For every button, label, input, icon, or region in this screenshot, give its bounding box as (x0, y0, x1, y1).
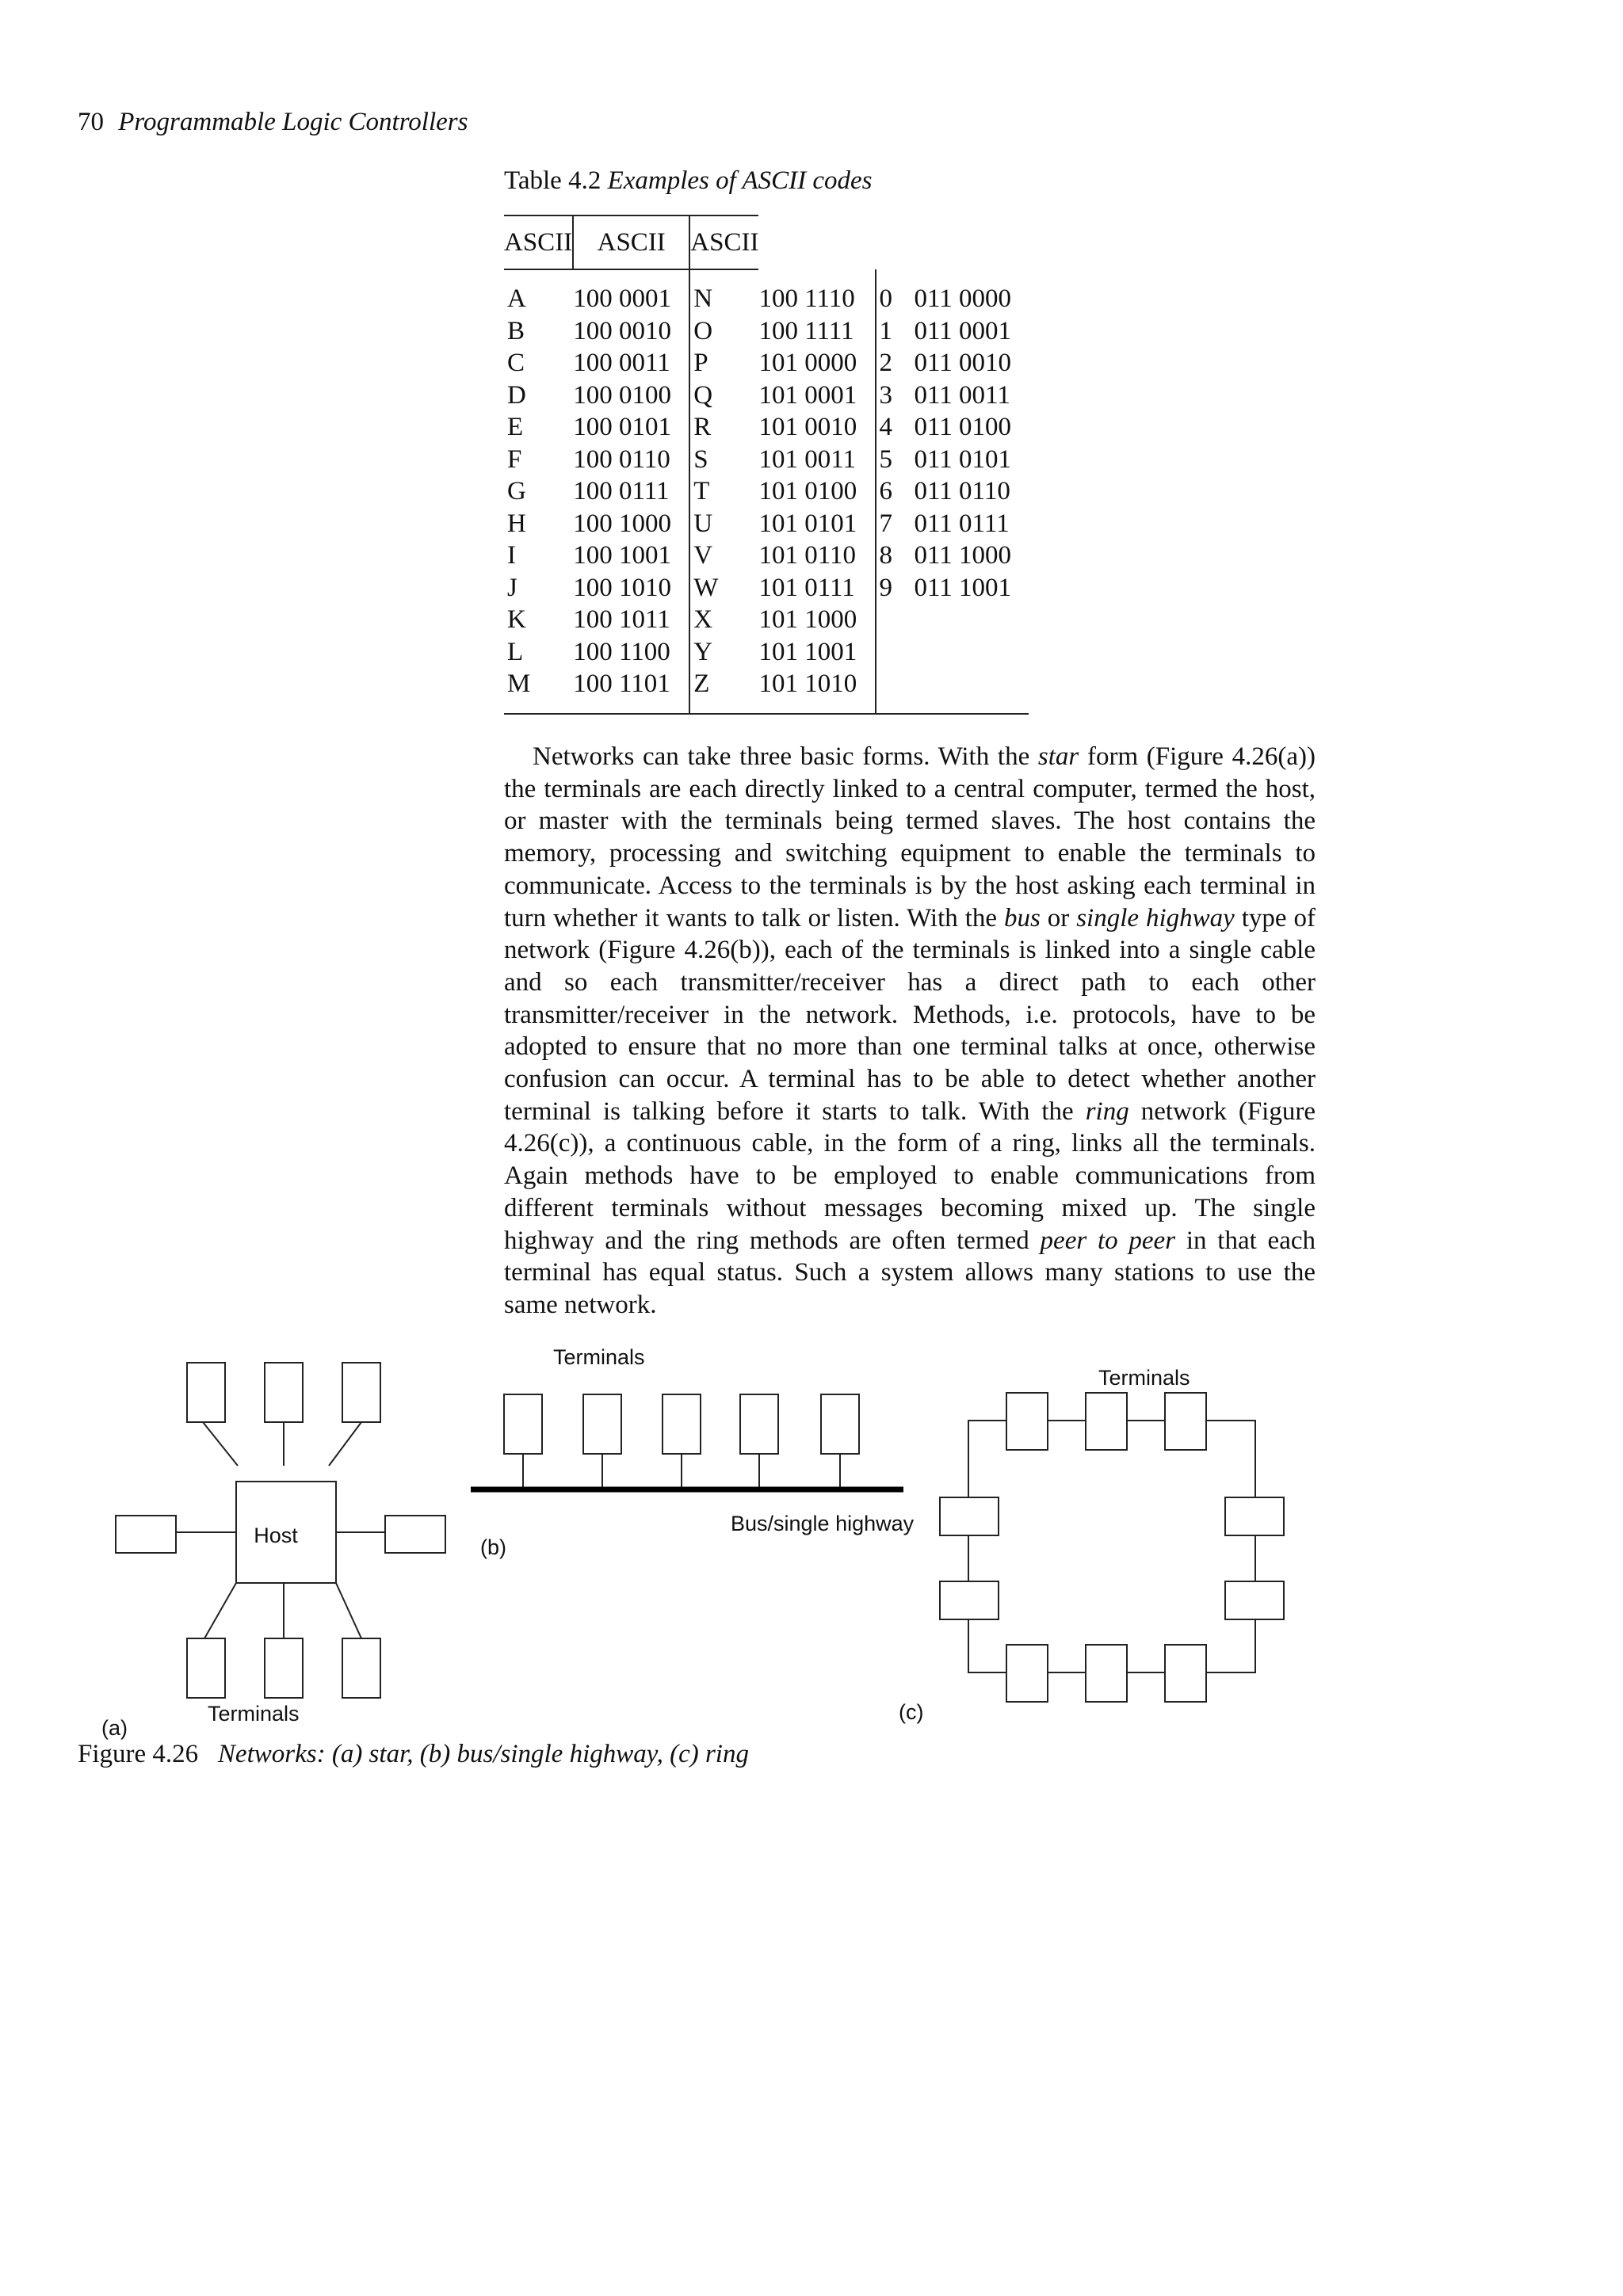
running-header (78, 108, 468, 137)
terminal-box (1086, 1645, 1127, 1702)
table-row (504, 540, 1029, 572)
code-cell: 011 1001 (914, 573, 1012, 602)
char-cell: L (507, 637, 524, 666)
char-cell: W (689, 572, 758, 605)
code-cell: 101 0001 (758, 380, 857, 410)
char-cell: Q (689, 379, 758, 412)
code-cell (915, 636, 1029, 669)
link-line (329, 1422, 361, 1466)
figure-caption-text: Networks: (a) star, (b) bus/single highway, (c) ring (217, 1740, 749, 1768)
panel-label-a: (a) (101, 1716, 128, 1740)
code-cell: 100 1111 (758, 316, 854, 345)
char-cell: 1 (876, 315, 915, 348)
code-cell: 100 0011 (573, 349, 670, 377)
code-cell: 011 0010 (914, 349, 1012, 377)
book-title: Programmable Logic Controllers (118, 108, 468, 136)
code-cell: 100 1100 (573, 637, 670, 666)
char-cell (876, 636, 915, 669)
code-cell: 011 0110 (914, 477, 1010, 505)
code-cell: 101 0010 (758, 413, 857, 441)
char-cell: Z (689, 668, 758, 714)
terminal-box (583, 1394, 621, 1454)
code-cell (915, 668, 1029, 714)
char-cell: A (507, 284, 526, 313)
terminal-box (116, 1516, 176, 1553)
panel-label-b: (b) (480, 1535, 506, 1559)
bus-network (471, 1345, 915, 1559)
code-cell: 100 0100 (573, 380, 671, 410)
terminal-box (1006, 1645, 1048, 1702)
table-row (504, 411, 1029, 444)
emphasis-single-highway: single highway (1076, 903, 1235, 933)
char-cell: 8 (876, 540, 915, 572)
table-row (504, 636, 1029, 669)
code-cell: 101 0000 (758, 349, 857, 377)
terminal-box (1165, 1393, 1206, 1450)
ring-network (899, 1366, 1284, 1724)
terminal-box (1165, 1645, 1206, 1702)
paragraph-text: in that each terminal has equal status. Such a system allows many stations to use the same network. (504, 1226, 1316, 1319)
star-network (101, 1363, 445, 1740)
code-cell: 100 0111 (573, 477, 670, 505)
code-cell: 011 0001 (914, 316, 1012, 345)
char-cell: E (507, 413, 524, 441)
char-cell: T (689, 475, 758, 508)
terminal-box (1225, 1497, 1284, 1535)
char-cell (876, 604, 915, 636)
table-row (504, 347, 1029, 379)
terminal-box (663, 1394, 701, 1454)
emphasis-star: star (1037, 742, 1079, 771)
figure-label: Figure 4.26 (78, 1740, 199, 1768)
code-cell: 011 0111 (914, 509, 1010, 538)
table-row (504, 572, 1029, 605)
terminal-box (940, 1581, 999, 1619)
paragraph-text: network (Figure 4.26(c)), a continuous cable, in the form of a ring, links all the terminals. Again methods have to be employed to enable communications from different terminals without messages becoming mixed up. The single highway and the ring methods are often termed (504, 1097, 1316, 1255)
terminals-label: Terminals (1098, 1366, 1190, 1390)
char-cell: K (507, 605, 526, 634)
char-cell: F (507, 444, 522, 474)
char-cell: 5 (876, 444, 915, 476)
column-header: ASCII (689, 215, 758, 269)
table-title: Examples of ASCII codes (607, 166, 873, 195)
link-line (204, 1583, 236, 1638)
emphasis-ring: ring (1085, 1097, 1129, 1126)
char-cell: 3 (876, 379, 915, 412)
code-cell: 011 0101 (914, 444, 1012, 474)
link-line (203, 1422, 238, 1466)
code-cell: 100 0101 (573, 413, 671, 441)
table-row (504, 379, 1029, 412)
char-cell: 2 (876, 347, 915, 379)
table-row (504, 604, 1029, 636)
char-cell: D (507, 380, 526, 410)
code-cell: 100 1110 (758, 284, 855, 313)
table-row (504, 315, 1029, 348)
code-cell: 100 0110 (573, 444, 670, 474)
code-cell (915, 604, 1029, 636)
code-cell: 100 1101 (573, 668, 689, 714)
code-cell: 100 1000 (573, 509, 671, 538)
char-cell: 0 (876, 269, 915, 315)
char-cell: B (507, 316, 525, 345)
char-cell: M (504, 668, 573, 714)
terminal-box (342, 1363, 380, 1422)
ascii-table (504, 215, 1029, 715)
char-cell: U (689, 508, 758, 540)
code-cell: 101 1001 (758, 637, 857, 666)
paragraph-text: Networks can take three basic forms. With the (533, 742, 1038, 771)
paragraph-text: or (1040, 903, 1077, 933)
table-row (504, 508, 1029, 540)
char-cell: 6 (876, 475, 915, 508)
char-cell: 4 (876, 411, 915, 444)
code-cell: 101 0100 (758, 477, 857, 505)
table-row (504, 444, 1029, 476)
terminals-label: Terminals (553, 1345, 645, 1369)
emphasis-bus: bus (1003, 903, 1041, 933)
code-cell: 011 1000 (914, 541, 1012, 570)
code-cell: 011 0100 (914, 413, 1012, 441)
char-cell: 9 (876, 572, 915, 605)
code-cell: 101 0111 (758, 573, 855, 602)
code-cell: 101 1000 (758, 605, 857, 634)
column-header: ASCII (504, 215, 573, 269)
paragraph-text: form (Figure 4.26(a)) the terminals are each directly linked to a central computer, termed the host, or master with the terminals being termed slaves. The host contains the memory, processing and switching equipment to enable the terminals to communicate. Access to the terminals is by the host asking each terminal in turn whether it wants to talk or listen. With the (504, 742, 1316, 933)
figure-caption (78, 1740, 749, 1769)
terminal-box (265, 1638, 303, 1698)
terminal-box (740, 1394, 778, 1454)
table-header-row (504, 215, 1029, 269)
terminal-box (504, 1394, 542, 1454)
char-cell: Y (689, 636, 758, 669)
host-label: Host (254, 1524, 298, 1547)
char-cell (876, 668, 915, 714)
code-cell: 011 0000 (914, 284, 1012, 313)
code-cell: 100 0001 (573, 284, 671, 313)
char-cell: J (507, 573, 517, 602)
terminals-label: Terminals (208, 1702, 300, 1726)
column-header: ASCII (573, 215, 689, 269)
code-cell: 101 0110 (758, 541, 856, 570)
emphasis-peer-to-peer: peer to peer (1040, 1226, 1176, 1255)
char-cell: V (689, 540, 758, 572)
terminal-box (940, 1497, 999, 1535)
terminal-box (385, 1516, 445, 1553)
table-row (504, 668, 1029, 714)
code-cell: 100 1010 (573, 573, 671, 602)
paragraph-text: type of network (Figure 4.26(b)), each of the terminals is linked into a single cable and so each transmitter/receiver has a direct path to each other transmitter/receiver in the network. Methods, i.e. protocols, have to be adopted to ensure that no more than one terminal talks at once, otherwise confusion can occur. A terminal has to be able to detect whether another terminal is talking before it starts to talk. With the (504, 903, 1316, 1126)
char-cell: S (689, 444, 758, 476)
char-cell: N (689, 269, 758, 315)
terminal-box (821, 1394, 859, 1454)
panel-label-c: (c) (899, 1700, 924, 1724)
char-cell: C (507, 349, 525, 377)
char-cell: R (689, 411, 758, 444)
page-number: 70 (78, 108, 104, 136)
code-cell: 100 1001 (573, 541, 671, 570)
ring-line (968, 1421, 1255, 1672)
table-body (504, 269, 1029, 714)
char-cell: O (689, 315, 758, 348)
terminal-box (265, 1363, 303, 1422)
terminal-box (187, 1638, 225, 1698)
terminal-box (1225, 1581, 1284, 1619)
bus-label: Bus/single highway (731, 1512, 915, 1535)
char-cell: H (507, 509, 526, 538)
table-label: Table 4.2 (504, 166, 601, 195)
table-row (504, 475, 1029, 508)
terminal-box (1086, 1393, 1127, 1450)
code-cell: 101 1010 (758, 668, 875, 714)
char-cell: I (507, 541, 516, 570)
code-cell: 100 1011 (573, 605, 670, 634)
link-line (336, 1583, 361, 1638)
code-cell: 101 0101 (758, 509, 857, 538)
char-cell: 7 (876, 508, 915, 540)
body-paragraph (504, 741, 1316, 1322)
code-cell: 100 0010 (573, 316, 671, 345)
table-caption (504, 166, 872, 196)
terminal-box (187, 1363, 225, 1422)
code-cell: 101 0011 (758, 444, 856, 474)
terminal-box (1006, 1393, 1048, 1450)
char-cell: X (689, 604, 758, 636)
code-cell: 011 0011 (914, 380, 1010, 410)
table-row (504, 269, 1029, 315)
terminal-box (342, 1638, 380, 1698)
char-cell: P (689, 347, 758, 379)
char-cell: G (507, 477, 526, 505)
network-figure (0, 1331, 1316, 1743)
